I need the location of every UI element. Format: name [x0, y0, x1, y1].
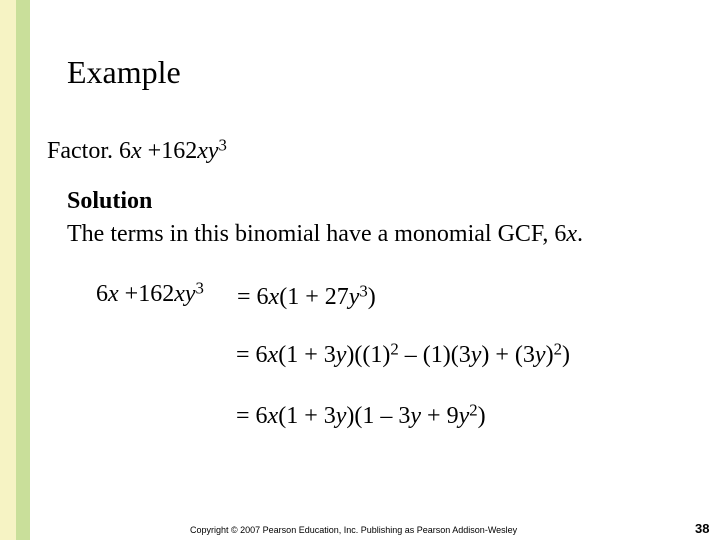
step3-part: (1 + 3 [278, 403, 336, 429]
step3-part: ) [477, 403, 486, 429]
problem-variable-x: x [131, 138, 142, 164]
step1-part: = 6 [237, 284, 269, 310]
step2-part: )((1) [346, 342, 391, 368]
slide-title: Example [67, 54, 181, 90]
equation-step-3 [236, 400, 486, 432]
page-number: 38 [695, 521, 710, 536]
step1-part: (1 + 27 [279, 284, 349, 310]
step2-var: x [267, 342, 279, 368]
step3-var: y [410, 403, 422, 429]
copyright-footer: Copyright © 2007 Pearson Education, Inc. Publishing as Pearson Addison-Wesley [190, 525, 518, 535]
step2-var: y [335, 342, 347, 368]
step3-part: = 6 [236, 403, 268, 429]
problem-coefficient: 6 [119, 138, 131, 164]
step1-exponent: 3 [359, 281, 368, 301]
step3-part: + 9 [421, 403, 459, 429]
solution-text-period: . [577, 221, 584, 247]
solution-heading: Solution [67, 188, 153, 214]
equation-step-1 [237, 281, 376, 313]
step3-exponent: 2 [469, 400, 478, 420]
step2-part: = 6 [236, 342, 268, 368]
step2-part: ) + (3 [481, 342, 535, 368]
step2-part: ) [545, 342, 554, 368]
step3-part: )(1 – 3 [346, 403, 411, 429]
step1-part: ) [367, 284, 376, 310]
step2-part: ) [561, 342, 570, 368]
lhs-exponent: 3 [195, 278, 204, 298]
solution-explanation [67, 218, 583, 250]
step2-var: y [470, 342, 482, 368]
solution-text-lead: The terms in this binomial have a monomial GCF, 6 [67, 221, 567, 247]
step2-part: – (1)(3 [398, 342, 471, 368]
solution-text-variable: x [566, 221, 578, 247]
left-margin-accent-bar [16, 0, 30, 540]
step3-var: y [458, 403, 470, 429]
problem-variables-xy: xy [197, 138, 219, 164]
step2-var: y [534, 342, 546, 368]
step3-var: y [335, 403, 347, 429]
equation-step-2 [236, 339, 570, 371]
lhs-coefficient: 6 [96, 281, 108, 307]
equation-lhs [96, 278, 204, 310]
step1-var: x [268, 284, 280, 310]
step2-part: (1 + 3 [278, 342, 336, 368]
step2-exponent: 2 [390, 339, 399, 359]
lhs-term-coefficient: +162 [118, 281, 175, 307]
lhs-variable-x: x [108, 281, 119, 307]
problem-term-coefficient: +162 [141, 138, 198, 164]
step1-var: y [348, 284, 360, 310]
problem-statement [47, 135, 227, 167]
step2-exponent: 2 [553, 339, 562, 359]
problem-label: Factor. [47, 138, 113, 164]
problem-exponent: 3 [218, 135, 227, 155]
lhs-variables-xy: xy [174, 281, 196, 307]
step3-var: x [267, 403, 279, 429]
